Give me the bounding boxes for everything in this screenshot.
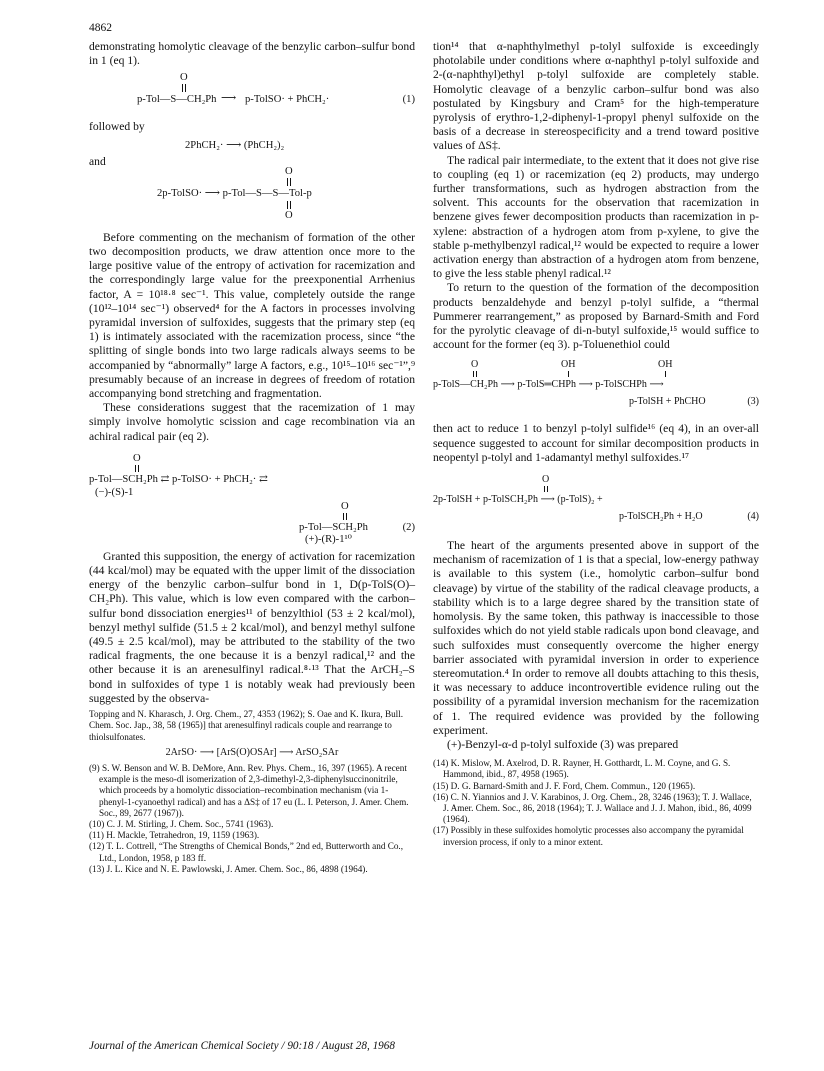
left-paragraph-3: These considerations suggest that the racemization of 1 may simply involve homolytic scission and cage recombination via an achiral radical pair (eq 2). [89, 401, 415, 443]
eq2-bond-2b [346, 513, 347, 520]
eq2-oxygen-2: O [341, 500, 349, 512]
right-column [433, 40, 759, 848]
eq1-oxygen: O [180, 72, 188, 84]
footnote-11: (11) H. Mackle, Tetrahedron, 19, 1159 (1963). [89, 830, 260, 841]
eq3-oh2-bond [665, 371, 666, 377]
eq1-double-bond-2 [185, 84, 186, 92]
journal-footer: Journal of the American Chemical Society / 90:18 / August 28, 1968 [89, 1040, 395, 1052]
eq1-arrow: ⟶ [221, 93, 237, 105]
footnote-17: (17) Possibly in these sulfoxides homolytic processes also accompany the pyramidal inversion process, if only to a minor extent. [433, 825, 744, 847]
right-paragraph-6: (+)-Benzyl-α-d p-tolyl sulfoxide (3) was prepared [447, 737, 679, 751]
footnote-8-continued: Topping and N. Kharasch, J. Org. Chem., 27, 4353 (1962); S. Oae and K. Ikura, Bull. Chem. Soc. Jap., 38, 58 (1965)] that arenesulfinyl radicals couple and rearrange to thiolsulfonates. [89, 709, 404, 742]
eq4-oxygen: O [542, 474, 550, 486]
left-column [89, 40, 415, 875]
eq4-reaction: 2p-TolSH + p-TolSCH₂Ph ⟶ (p-TolS)₂ + [433, 494, 603, 506]
equation-thiolsulfonate [89, 165, 415, 227]
eq-thio-bond-bottom-1 [287, 201, 288, 209]
equation-dimerization [89, 135, 415, 155]
left-footnotes [89, 709, 415, 875]
eq4-bond-a [544, 486, 545, 492]
eq1-double-bond [182, 84, 183, 92]
eq-dimer-text: 2PhCH₂· ⟶ (PhCH₂)₂ [185, 139, 285, 151]
left-paragraph-1: demonstrating homolytic cleavage of the benzylic carbon–sulfur bond in 1 (eq 1). [89, 40, 415, 68]
page-number: 4862 [89, 22, 112, 34]
eq-thio-oxygen-top: O [285, 165, 293, 177]
eq3-bond-a [473, 371, 474, 377]
eq2-bond-1a [135, 465, 136, 472]
right-paragraph-3: To return to the question of the formation of the decomposition products benzaldehyde and benzyl p-tolyl sulfide, a “thermal Pummerer rearrangement,” as proposed by Barnard-Smith and Ford for the pyrolytic cleavage of di-n-butyl sulfoxide,¹⁵ would suffice to account for the former (eq 3). p-Toluenethiol could [433, 281, 759, 352]
footnote-13: (13) J. L. Kice and N. E. Pawlowski, J. Amer. Chem. Soc., 86, 4898 (1964). [89, 863, 368, 874]
footnote-12: (12) T. L. Cottrell, “The Strengths of Chemical Bonds,” 2nd ed, Butterworth and Co., Ltd., London, 1958, p 183 ff. [89, 841, 404, 863]
equation-3 [433, 358, 759, 418]
eq2-product-label: (+)-(R)-1¹⁰ [305, 533, 352, 545]
eq3-oh1-bond [568, 371, 569, 377]
eq3-oxygen: O [471, 359, 479, 371]
equation-2 [89, 452, 415, 545]
right-paragraph-5: The heart of the arguments presented above in support of the mechanism of racemization of 1 is that a special, low-energy pathway is available to this system (i.e., homolytic carbon–sulfur bond cleavage) by virtue of the stability of the radical cleavage products, a stability which is to a large degree shared by the transition state of homolysis. By the same token, this pathway is inaccessible to those sulfoxides which do not yield stable radicals upon bond cleavage, and such sulfoxides must consequently overcome the higher energy barrier associated with pyramidal inversion in order to experience stereomutation.⁴ In order to remove all doubts attaching to this thesis, it was necessary to adduce incontrovertible evidence ruling out the possibility of a pyramidal inversion mechanism for the racemization of 1. The required evidence was provided by the following experiment. [433, 539, 759, 737]
footnote-9: (9) S. W. Benson and W. B. DeMore, Ann. Rev. Phys. Chem., 16, 397 (1965). A recent example is the meso-dl isomerization of 2,3-dimethyl-2,3-diphenylsuccinonitrile, which proceeds by a homolytic dissociation–recombination mechanism (via 1-phenyl-1-cyanoethyl radical) and has a ΔS‡ of 17 eu (L. I. Peterson, J. Amer. Chem. Soc., 89, 2677 (1967)). [89, 762, 409, 818]
eq4-number: (4) [747, 511, 759, 523]
eq2-equilibrium: p-Tol—SCH₂Ph ⇄ p-TolSO· + PhCH₂· ⇄ [89, 473, 268, 485]
eq2-oxygen-1: O [133, 452, 141, 464]
right-paragraph-2: The radical pair intermediate, to the extent that it does not give rise to coupling (eq 1) or racemization (eq 2) products, may undergo further transformations, such as hydrogen abstraction from the solvent. This accounts for the observation that racemization in benzene gives fewer decomposition products than racemization in p-xylene: abstraction of a hydrogen atom from p-xylene, to give the stable p-methylbenzyl radical,¹² would be expected to require a lower activation energy than abstraction of a hydrogen atom from benzene, to give the less stable phenyl radical.¹² [433, 153, 759, 281]
eq4-bond-b [547, 486, 548, 492]
footnote-15: (15) D. G. Barnard-Smith and J. F. Ford, Chem. Commun., 120 (1965). [433, 780, 696, 791]
eq-thio-oxygen-bottom: O [285, 209, 293, 221]
right-paragraph-4: then act to reduce 1 to benzyl p-tolyl sulfide¹⁶ (eq 4), in an over-all sequence suggested to account for similar decomposition products in neopentyl p-tolyl and 1-adamantyl methyl sulfoxides.¹⁷ [433, 422, 759, 464]
eq2-reactant-label: (−)-(S)-1 [95, 486, 134, 498]
right-footnotes [433, 758, 759, 848]
eq2-product: p-Tol—SCH₂Ph [299, 521, 368, 533]
and-text: and [89, 154, 106, 168]
eq4-products: p-TolSCH₂Ph + H₂O [619, 511, 703, 523]
footnote-16: (16) C. N. Yiannios and J. V. Karabinos, J. Org. Chem., 28, 3246 (1963); T. J. Wallace, J. Amer. Chem. Soc., 86, 2018 (1964); T. J. Wallace and J. J. Mahon, ibid., 86, 4099 (1964). [433, 791, 752, 825]
eq1-reactant: p-Tol—S—CH₂Ph [137, 94, 217, 106]
eq3-products: p-TolSH + PhCHO [629, 396, 706, 408]
eq-thio-reaction: 2p-TolSO· ⟶ p-Tol—S—S—Tol-p [157, 187, 312, 199]
left-paragraph-2: Before commenting on the mechanism of formation of the other two decomposition products, we draw attention once more to the large positive value of the entropy of activation for racemization and the correspondingly large value for the preexponential Arrhenius factor, A = 10¹⁸·⁸ sec⁻¹. This value, completely outside the range (10¹²–10¹⁴ sec⁻¹) observed⁴ for the A factors in processes involving pyramidal inversion of sulfoxides, suggests that the primary step (eq 1) is intimately associated with the racemization process, since “the splitting of single bonds into two large radicals always seems to be accompanied by “abnormally” large A factors, e.g., 10¹⁵–10¹⁶ sec⁻¹”,⁹ presumably because of an increase in degrees of freedom of rotation accompanying bond stretching and fragmentation. [89, 230, 415, 401]
right-paragraph-1: tion¹⁴ that α-naphthylmethyl p-tolyl sulfoxide is exceedingly photolabile under conditions where α-naphthyl p-tolyl sulfoxide and 2-(α-naphthyl)ethyl p-tolyl sulfoxide are completely stable. Homolytic cleavage of a benzylic carbon–sulfur bond was also postulated by Kingsbury and Cram⁵ for the high-temperature pyrolysis of erythro-1,2-diphenyl-1-propyl phenyl sulfoxide on the basis of a decrease in stereospecificity and a trend toward positive values of ΔS‡. [433, 40, 759, 153]
equation-4 [433, 471, 759, 533]
eq3-number: (3) [747, 396, 759, 408]
eq1-number: (1) [402, 94, 415, 106]
footnote-14: (14) K. Mislow, M. Axelrod, D. R. Rayner, H. Gotthardt, L. M. Coyne, and G. S. Hammond, ibid., 87, 4958 (1965). [433, 758, 731, 780]
footnote-10: (10) C. J. M. Stirling, J. Chem. Soc., 5741 (1963). [89, 818, 274, 829]
footnote-equation: 2ArSO· ⟶ [ArS(O)OSAr] ⟶ ArSO₂SAr [165, 746, 339, 758]
eq-thio-bond-top-1 [287, 178, 288, 186]
eq-thio-bond-top-2 [290, 178, 291, 186]
eq3-hydroxyl-1: OH [561, 359, 576, 371]
eq3-sequence: p-TolS—CH₂Ph ⟶ p-TolS═CHPh ⟶ p-TolSCHPh ⟶ [433, 379, 664, 391]
eq2-bond-1b [138, 465, 139, 472]
eq1-products: p-TolSO· + PhCH₂· [245, 94, 330, 106]
followed-by-text: followed by [89, 120, 145, 134]
eq-thio-bond-bottom-2 [290, 201, 291, 209]
eq2-number: (2) [402, 521, 415, 533]
eq3-hydroxyl-2: OH [658, 359, 673, 371]
eq3-bond-b [476, 371, 477, 377]
left-paragraph-4: Granted this supposition, the energy of activation for racemization (44 kcal/mol) may be equated with the upper limit of the dissociation energy of the benzylic carbon–sulfur bond in 1, D(p-TolS(O)–CH₂Ph). This value, which is low even compared with the carbon–sulfur bond dissociation energies¹¹ of benzylthiol (53 ± 2 kcal/mol), benzyl methyl sulfide (51.5 ± 2 kcal/mol), and benzyl methyl sulfone (49.5 ± 2.5 kcal/mol), may be attributed to the stability of the two radical fragments, the one because it is a benzyl radical,¹² and the other because it is an arenesulfinyl radical.⁸·¹³ That the ArCH₂–S bond in sulfoxides of type 1 is notably weak had previously been suggested by the observa- [89, 549, 415, 705]
equation-1 [89, 68, 415, 118]
eq2-bond-2a [343, 513, 344, 520]
